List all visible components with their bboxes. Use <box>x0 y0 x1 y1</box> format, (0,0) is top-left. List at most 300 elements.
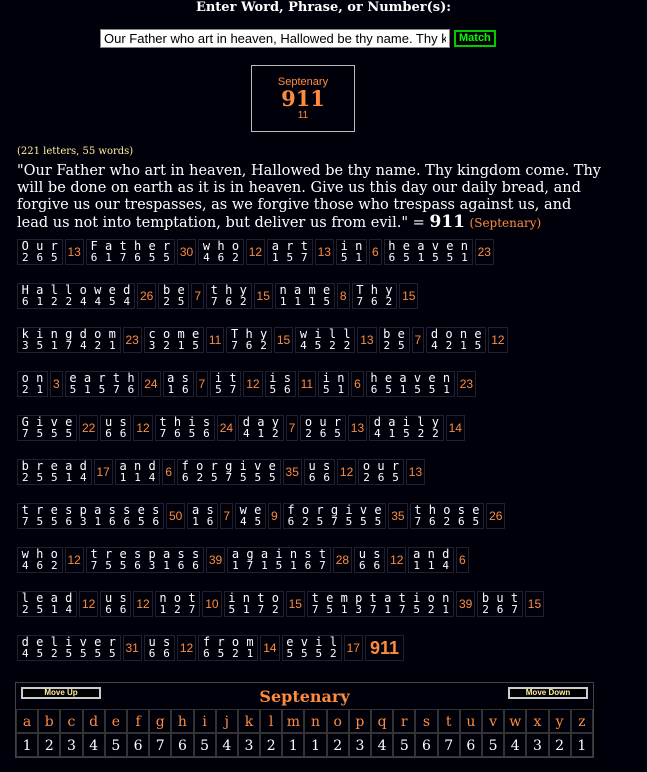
quote-system: (Septenary) <box>469 216 542 230</box>
letter-value: 2 <box>232 647 239 660</box>
letter-value: 5 <box>334 427 341 440</box>
letter-cell <box>305 284 320 308</box>
letter: e <box>268 459 276 473</box>
letter-cell <box>47 636 62 660</box>
letter-value: 1 <box>159 603 167 616</box>
letter: o <box>445 327 453 341</box>
letter-cell <box>188 328 203 352</box>
letter-cell <box>47 592 62 616</box>
word-group <box>17 371 63 397</box>
letter: t <box>311 591 319 605</box>
letter: a <box>260 547 269 561</box>
cipher-letter: e <box>105 709 127 733</box>
cipher-letter: b <box>38 709 60 733</box>
cipher-value[interactable]: 1 <box>304 733 326 757</box>
letter-cell <box>469 504 484 528</box>
word-letters <box>275 283 335 309</box>
letter: e <box>384 371 393 385</box>
letter: t <box>229 371 237 385</box>
letter-cell <box>268 592 283 616</box>
word-letters <box>17 371 48 397</box>
letter-cell <box>174 328 189 352</box>
letter: t <box>119 239 127 253</box>
letter-cell <box>228 548 243 572</box>
letter-cell <box>188 504 203 528</box>
letter-cell <box>353 284 368 308</box>
letter-cell <box>211 372 226 396</box>
word-sum: 12 <box>177 635 196 661</box>
letter: i <box>322 371 330 385</box>
cipher-value[interactable]: 4 <box>83 733 105 757</box>
letter-value: 6 <box>148 647 156 660</box>
letter: m <box>246 635 254 649</box>
cipher-value[interactable]: 7 <box>149 733 171 757</box>
letter-value: 1 <box>177 339 185 352</box>
letter-cell <box>440 504 455 528</box>
letter-value: 1 <box>337 383 345 396</box>
word-group <box>408 547 468 573</box>
letter: t <box>112 371 121 385</box>
letter-cell <box>381 372 396 396</box>
letter: e <box>446 239 454 253</box>
letter-value: 6 <box>359 559 366 572</box>
cipher-letters-row <box>16 709 593 733</box>
cipher-value[interactable]: 4 <box>216 733 238 757</box>
letter-cell <box>62 504 77 528</box>
letter-value: 1 <box>461 251 468 264</box>
letter-cell <box>47 284 62 308</box>
cipher-value[interactable]: 6 <box>460 733 482 757</box>
letter-cell <box>105 284 120 308</box>
letter-word-count: (221 letters, 55 words) <box>17 146 134 157</box>
letter: s <box>206 503 214 517</box>
letter-value: 5 <box>326 603 333 616</box>
letter: l <box>50 635 58 649</box>
letter: s <box>202 415 211 429</box>
phrase-input[interactable] <box>100 29 450 48</box>
letter-cell <box>330 416 345 440</box>
breakdown-row <box>17 459 637 503</box>
letter: o <box>304 415 313 429</box>
word-letters <box>86 547 204 573</box>
letter-value: 1 <box>167 383 175 396</box>
letter-value: 2 <box>385 295 393 308</box>
cipher-value[interactable]: 6 <box>127 733 149 757</box>
letter-cell <box>91 504 106 528</box>
letter-value: 5 <box>192 339 199 352</box>
letter-cell <box>120 284 135 308</box>
word-group <box>379 327 425 353</box>
cipher-value[interactable]: 2 <box>260 733 282 757</box>
letter: e <box>374 503 382 517</box>
word-sum: 39 <box>456 591 475 617</box>
letter: n <box>50 327 58 341</box>
letter-value: 1 <box>119 471 127 484</box>
cipher-value[interactable]: 1 <box>16 733 38 757</box>
letter-cell <box>326 636 341 660</box>
phrase-quote <box>17 163 607 232</box>
letter-value: 5 <box>36 339 44 352</box>
word-group <box>210 371 262 397</box>
cipher-value[interactable]: 4 <box>371 733 393 757</box>
letter-cell <box>124 372 139 396</box>
letter-cell <box>76 328 91 352</box>
word-group <box>283 503 408 529</box>
letter-value: 5 <box>50 251 58 264</box>
word-group <box>304 459 356 485</box>
cipher-value[interactable]: 2 <box>327 733 349 757</box>
cipher-letter: p <box>349 709 371 733</box>
letter: e <box>472 503 480 517</box>
word-letters <box>238 415 284 441</box>
letter: h <box>36 547 44 561</box>
word-sum: 7 <box>286 415 299 441</box>
letter: i <box>269 371 277 385</box>
letter-value: 6 <box>206 515 214 528</box>
match-button[interactable]: Match <box>454 30 496 47</box>
word-letters <box>358 459 404 485</box>
letter-value: 5 <box>474 339 482 352</box>
word-group <box>144 327 224 353</box>
letter-cell <box>80 372 95 396</box>
word-sum: 7 <box>191 283 204 309</box>
letter: v <box>431 239 439 253</box>
word-letters <box>155 591 201 617</box>
letter-cell <box>265 460 280 484</box>
word-letters <box>17 635 121 661</box>
letter-value: 2 <box>302 515 309 528</box>
letter-cell <box>18 328 33 352</box>
letter-cell <box>442 328 457 352</box>
letter: o <box>231 239 240 253</box>
letter: d <box>65 591 73 605</box>
letter-cell <box>439 372 454 396</box>
word-group <box>238 415 298 441</box>
letter-cell <box>380 592 395 616</box>
cipher-value[interactable]: 3 <box>526 733 548 757</box>
word-letters <box>300 415 346 441</box>
letter-value: 5 <box>403 251 410 264</box>
letter-value: 1 <box>388 427 396 440</box>
letter: m <box>308 283 316 297</box>
letter: u <box>319 415 327 429</box>
letter-value: 4 <box>239 515 247 528</box>
grand-total: 911 <box>365 635 404 661</box>
letter-cell <box>478 592 493 616</box>
word-letters <box>379 327 410 353</box>
letter-cell <box>222 284 237 308</box>
letter: h <box>245 327 253 341</box>
letter: v <box>50 415 58 429</box>
cipher-value[interactable]: 5 <box>194 733 216 757</box>
letter: g <box>65 327 73 341</box>
letter: d <box>242 415 250 429</box>
word-letters <box>187 503 218 529</box>
letter-cell <box>33 592 48 616</box>
letter: i <box>413 591 421 605</box>
letter: d <box>430 327 439 341</box>
letter-value: 1 <box>272 251 279 264</box>
letter-value: 2 <box>363 471 370 484</box>
letter-value: 5 <box>163 251 170 264</box>
letter-value: 7 <box>210 295 218 308</box>
letter: a <box>94 503 102 517</box>
letter: o <box>79 283 87 297</box>
word-letters <box>17 591 77 617</box>
cipher-value[interactable]: 2 <box>38 733 60 757</box>
letter-value: 5 <box>215 383 222 396</box>
letter-value: 5 <box>385 383 392 396</box>
letter-value: 2 <box>239 295 247 308</box>
letter-value: 1 <box>50 339 58 352</box>
letter-cell <box>33 284 48 308</box>
letter-value: 6 <box>181 383 189 396</box>
letter: m <box>108 327 116 341</box>
letter-cell <box>385 240 400 264</box>
letter-value: 5 <box>314 339 322 352</box>
letter: t <box>300 239 308 253</box>
word-group <box>17 283 156 309</box>
letter-cell <box>185 592 200 616</box>
letter-value: 1 <box>94 515 102 528</box>
word-sum: 13 <box>315 239 334 265</box>
letter-value: 6 <box>119 427 127 440</box>
letter-cell <box>227 328 242 352</box>
letter-value: 1 <box>105 251 112 264</box>
letter-value: 2 <box>174 603 181 616</box>
letter-cell <box>371 504 386 528</box>
letter-value: 1 <box>163 559 170 572</box>
letter-cell <box>66 372 81 396</box>
word-sum: 35 <box>388 503 407 529</box>
move-down-button[interactable]: Move Down <box>508 687 588 699</box>
word-group <box>224 591 305 617</box>
result-reduced: 11 <box>297 110 309 121</box>
letter-value: 7 <box>21 427 29 440</box>
letter: o <box>50 547 58 561</box>
letter: s <box>65 503 73 517</box>
cipher-value[interactable]: 3 <box>349 733 371 757</box>
letter: v <box>79 635 87 649</box>
word-letters <box>210 371 241 397</box>
letter-value: 4 <box>300 339 307 352</box>
cipher-value[interactable]: 4 <box>504 733 526 757</box>
letter-value: 5 <box>148 251 156 264</box>
word-letters <box>235 503 266 529</box>
cipher-table-header <box>16 683 593 709</box>
word-sum: 7 <box>220 503 233 529</box>
letter-cell <box>316 416 331 440</box>
letter-cell <box>370 548 385 572</box>
letter-cell <box>334 372 349 396</box>
word-group <box>155 415 236 441</box>
word-group <box>477 591 544 617</box>
letter-cell <box>396 372 411 396</box>
letter-cell <box>109 372 124 396</box>
cipher-value[interactable]: 5 <box>482 733 504 757</box>
letter: e <box>69 371 77 385</box>
letter-cell <box>130 240 145 264</box>
letter-cell <box>207 460 222 484</box>
letter: y <box>239 283 247 297</box>
letter: a <box>399 371 407 385</box>
letter-cell <box>33 416 48 440</box>
letter-cell <box>443 240 458 264</box>
letter: o <box>271 591 279 605</box>
word-sum: 6 <box>369 239 382 265</box>
letter-value: 5 <box>69 383 77 396</box>
letter: i <box>315 635 323 649</box>
word-group <box>65 371 161 397</box>
letter: a <box>257 415 265 429</box>
letter-value: 7 <box>301 251 308 264</box>
letter: H <box>21 283 29 297</box>
letter-value: 1 <box>36 295 44 308</box>
letter: y <box>271 415 279 429</box>
letter-value: 6 <box>373 559 381 572</box>
letter-value: 5 <box>98 383 106 396</box>
letter-value: 6 <box>370 383 378 396</box>
word-letters <box>144 327 204 353</box>
word-group <box>158 283 204 309</box>
word-letters <box>115 459 161 485</box>
letter-cell <box>507 592 522 616</box>
letter-value: 2 <box>305 427 312 440</box>
letter-value: 5 <box>79 647 87 660</box>
letter-value: 7 <box>231 339 238 352</box>
letter-cell <box>62 284 77 308</box>
letter-value: 7 <box>225 471 233 484</box>
word-letters <box>100 591 131 617</box>
letter-value: 2 <box>50 559 58 572</box>
word-group <box>177 459 302 485</box>
letter-value: 1 <box>399 383 407 396</box>
cipher-value[interactable]: 6 <box>171 733 193 757</box>
letter: h <box>173 415 182 429</box>
letter: e <box>428 371 436 385</box>
word-group <box>366 371 476 397</box>
letter-cell <box>120 504 135 528</box>
letter-value: 5 <box>340 251 348 264</box>
letter-cell <box>130 548 145 572</box>
word-group <box>426 327 507 353</box>
letter: b <box>383 327 391 341</box>
cipher-value[interactable]: 1 <box>571 733 593 757</box>
move-up-button[interactable]: Move Up <box>21 687 101 699</box>
letter-value: 6 <box>458 515 465 528</box>
letter: o <box>196 459 204 473</box>
letter: c <box>148 327 156 341</box>
letter-value: 2 <box>21 383 29 396</box>
letter-cell <box>297 240 312 264</box>
letter-cell <box>18 636 33 660</box>
breakdown-row <box>17 547 637 591</box>
word-letters <box>410 503 485 529</box>
letter-cell <box>351 592 366 616</box>
word-letters <box>384 239 473 265</box>
letter-cell <box>315 548 330 572</box>
letter: h <box>133 239 142 253</box>
letter-value: 6 <box>119 603 127 616</box>
letter-cell <box>305 460 320 484</box>
letter-cell <box>185 416 200 440</box>
cipher-value[interactable]: 7 <box>438 733 460 757</box>
cipher-value[interactable]: 5 <box>393 733 415 757</box>
letter: d <box>123 283 131 297</box>
letter-value: 5 <box>228 603 236 616</box>
cipher-value[interactable]: 2 <box>549 733 571 757</box>
letter-value: 1 <box>192 515 199 528</box>
letter-value: 5 <box>119 559 127 572</box>
cipher-value[interactable]: 5 <box>105 733 127 757</box>
letter-cell <box>308 592 323 616</box>
letter-value: 6 <box>225 295 233 308</box>
letter-cell <box>101 548 116 572</box>
cipher-value[interactable]: 1 <box>282 733 304 757</box>
word-letters <box>307 591 454 617</box>
letter: d <box>79 459 87 473</box>
letter-cell <box>256 328 271 352</box>
letter-value: 7 <box>398 603 406 616</box>
letter-cell <box>228 240 243 264</box>
letter: i <box>239 459 247 473</box>
letter: s <box>119 415 127 429</box>
cipher-value[interactable]: 3 <box>60 733 82 757</box>
letter-cell <box>456 328 471 352</box>
word-group <box>206 283 273 309</box>
letter: u <box>358 547 366 561</box>
letter-cell <box>47 460 62 484</box>
word-letters <box>158 283 189 309</box>
letter-value: 6 <box>388 251 396 264</box>
letter-value: 6 <box>108 515 116 528</box>
word-sum: 17 <box>94 459 113 485</box>
word-group <box>226 327 293 353</box>
cipher-title: Septenary <box>259 687 350 706</box>
cipher-letter: x <box>526 709 548 733</box>
letter-value: 2 <box>50 647 58 660</box>
word-letters <box>282 635 342 661</box>
letter-value: 2 <box>65 295 73 308</box>
word-letters <box>163 371 194 397</box>
letter: t <box>90 547 98 561</box>
letter-cell <box>207 284 222 308</box>
cipher-value[interactable]: 3 <box>238 733 260 757</box>
word-sum: 11 <box>298 371 316 397</box>
letter: o <box>173 591 182 605</box>
word-sum: 13 <box>357 327 376 353</box>
letter-cell <box>116 240 131 264</box>
word-sum: 12 <box>79 591 98 617</box>
letter-cell <box>33 636 48 660</box>
word-letters <box>17 239 63 265</box>
letter: e <box>402 239 410 253</box>
cipher-value[interactable]: 6 <box>415 733 437 757</box>
letter: o <box>162 327 171 341</box>
word-letters <box>198 239 244 265</box>
letter: m <box>177 327 185 341</box>
letter: i <box>275 547 283 561</box>
cipher-letter: v <box>482 709 504 733</box>
letter: s <box>133 547 142 561</box>
letter-cell <box>428 416 443 440</box>
letter: e <box>397 327 405 341</box>
letter: n <box>36 371 44 385</box>
letter-value: 7 <box>65 339 73 352</box>
letter-cell <box>18 372 33 396</box>
word-sum: 12 <box>243 371 262 397</box>
letter: p <box>79 503 87 517</box>
